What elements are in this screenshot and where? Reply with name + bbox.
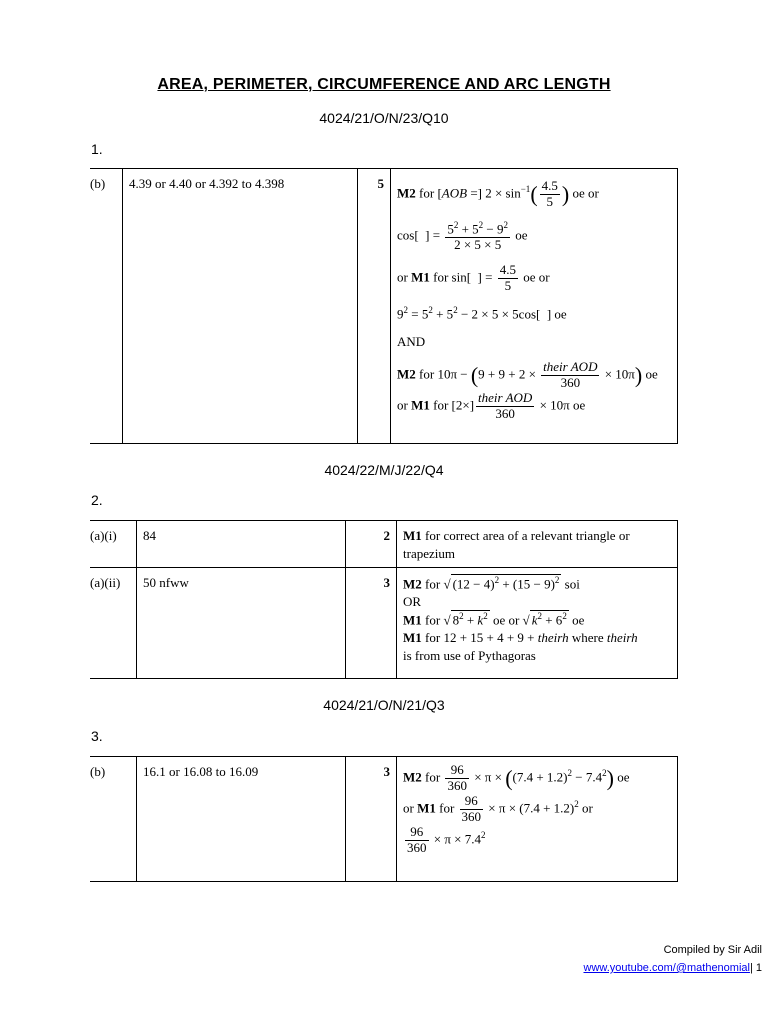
guidance-line: cos[ ] = $\frac{5^2 + 5^2 - 9^2}{2 \times 5 \times 5}$ oe — [397, 219, 528, 253]
guidance-line: trapezium — [403, 545, 455, 561]
table-row — [90, 521, 678, 568]
guidance-line: OR — [403, 593, 422, 609]
question-1-number: 1. — [91, 141, 103, 157]
question-2-markscheme-table — [90, 520, 678, 679]
guidance-line: or M1 for sin[ ] = $\frac{4.5}{5}$ oe or — [397, 262, 550, 294]
guidance-line: $\frac{96}{360}$ × $\pi \times 7.4^2$ — [407, 823, 486, 855]
guidance-line: M2 for 10π − (9 + 9 + 2 × $\frac{\text{their AOD}}{360}$ × 10π) oe — [397, 359, 658, 391]
guidance-line: M2 for √ $(12 - 4)^2 + (15 - 9)^2$ soi — [403, 575, 580, 592]
guidance-line: or M1 for [2×] $\frac{\text{their AOD}}{360}$ × 10π oe — [397, 390, 586, 422]
footer-line — [584, 962, 763, 974]
answer-cell: 50 nfww — [137, 568, 346, 679]
question-1-markscheme-table — [90, 168, 678, 444]
guidance-line: or M1 for $\frac{96}{360}$ × $\pi \times (7.4 + 1.2)^2$ or — [403, 792, 593, 824]
guidance-line: is from use of Pythagoras — [403, 647, 536, 663]
footer-credit: Compiled by Sir Adil — [663, 944, 762, 956]
part-label: (a)(i) — [90, 521, 137, 568]
table-row — [90, 169, 678, 444]
guidance-cell — [397, 521, 678, 568]
marks-cell: 5 — [358, 169, 391, 444]
question-1-reference: 4024/21/O/N/23/Q10 — [319, 110, 449, 126]
guidance-cell — [391, 169, 678, 444]
question-3-number: 3. — [91, 728, 103, 744]
part-label: (b) — [90, 169, 123, 444]
question-2-number: 2. — [91, 492, 103, 508]
page-number: | 1 — [749, 962, 762, 974]
answer-cell: 84 — [137, 521, 346, 568]
guidance-line: M2 for $\frac{96}{360}$ × $\pi \times ((7.4 + 1.2)^2 - 7.4^2)$ oe — [403, 762, 630, 793]
marks-cell: 3 — [346, 757, 397, 882]
table-row — [90, 568, 678, 679]
page-title: AREA, PERIMETER, CIRCUMFERENCE AND ARC LENGTH — [157, 76, 611, 93]
youtube-link[interactable]: www.youtube.com/@mathenomial — [583, 962, 750, 974]
question-2-reference: 4024/22/M/J/22/Q4 — [324, 462, 444, 478]
part-label: (b) — [90, 757, 137, 882]
part-label: (a)(ii) — [90, 568, 137, 679]
guidance-cell — [397, 568, 678, 679]
marks-cell: 3 — [346, 568, 397, 679]
guidance-line: $9^2 = 5^2 + 5^2 - 2 \times 5 \times 5\cos$[ ] oe — [397, 304, 567, 322]
answer-cell: 4.39 or 4.40 or 4.392 to 4.398 — [123, 169, 358, 444]
guidance-line: AND — [397, 333, 426, 349]
marks-cell: 2 — [346, 521, 397, 568]
guidance-line: M2 for [AOB =] $2 \times \sin^{-1}$( $\frac{4.5}{5}$ ) oe or — [397, 178, 599, 209]
question-3-markscheme-table — [90, 756, 678, 882]
answer-cell: 16.1 or 16.08 to 16.09 — [137, 757, 346, 882]
guidance-line: M1 for √ $8^2 + k^2$ oe or √ $k^2 + 6^2$ oe — [403, 611, 585, 628]
question-3-reference: 4024/21/O/N/21/Q3 — [323, 697, 445, 713]
guidance-cell — [397, 757, 678, 882]
guidance-line: M1 for correct area of a relevant triangle or — [403, 528, 630, 543]
table-row — [90, 757, 678, 882]
guidance-line: M1 for 12 + 15 + 4 + 9 + theirh where theirh — [403, 630, 638, 646]
